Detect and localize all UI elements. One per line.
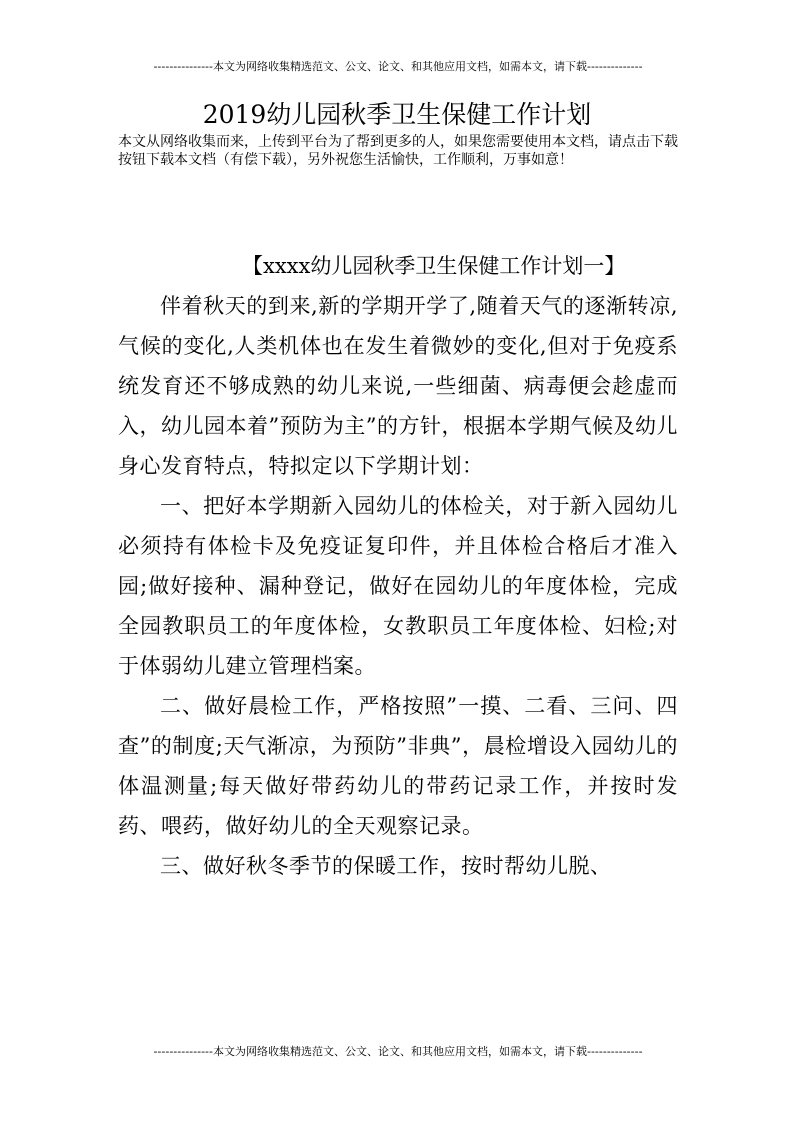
paragraph-intro: 伴着秋天的到来,新的学期开学了,随着天气的逐渐转凉,气候的变化,人类机体也在发生着微妙的变化,但对于免疫系统发育还不够成熟的幼儿来说,一些细菌、病毒便会趁虚而入，幼儿园本着”预防为主”的方针，根据本学期气候及幼儿身心发育特点，特拟定以下学期计划： <box>118 294 678 478</box>
section-title: 【xxxx幼儿园秋季卫生保健工作计划一】 <box>242 254 626 278</box>
document-body <box>118 246 678 886</box>
document-title: 2019幼儿园秋季卫生保健工作计划 <box>202 100 592 129</box>
footer-banner: ---------------本文为网络收集精选范文、公文、论文、和其他应用文档，如需本文，请下载-------------- <box>153 1045 643 1058</box>
paragraph-item-1: 一、把好本学期新入园幼儿的体检关，对于新入园幼儿必须持有体检卡及免疫证复印件，并且体检合格后才准入园;做好接种、漏种登记，做好在园幼儿的年度体检，完成全园教职员工的年度体检，女教职员工年度体检、妇检;对于体弱幼儿建立管理档案。 <box>118 494 678 678</box>
paragraph-item-3: 三、做好秋冬季节的保暖工作，按时帮幼儿脱、 <box>160 854 612 878</box>
paragraph-item-2: 二、做好晨检工作，严格按照”一摸、二看、三问、四查”的制度;天气渐凉，为预防”非典”，晨检增设入园幼儿的体温测量;每天做好带药幼儿的带药记录工作，并按时发药、喂药，做好幼儿的全天观察记录。 <box>118 694 678 838</box>
download-notice: 本文从网络收集而来，上传到平台为了帮到更多的人，如果您需要使用本文档，请点击下载按钮下载本文档（有偿下载），另外祝您生活愉快，工作顺利，万事如意！ <box>118 134 678 168</box>
header-banner: ---------------本文为网络收集精选范文、公文、论文、和其他应用文档，如需本文，请下载-------------- <box>153 60 643 73</box>
